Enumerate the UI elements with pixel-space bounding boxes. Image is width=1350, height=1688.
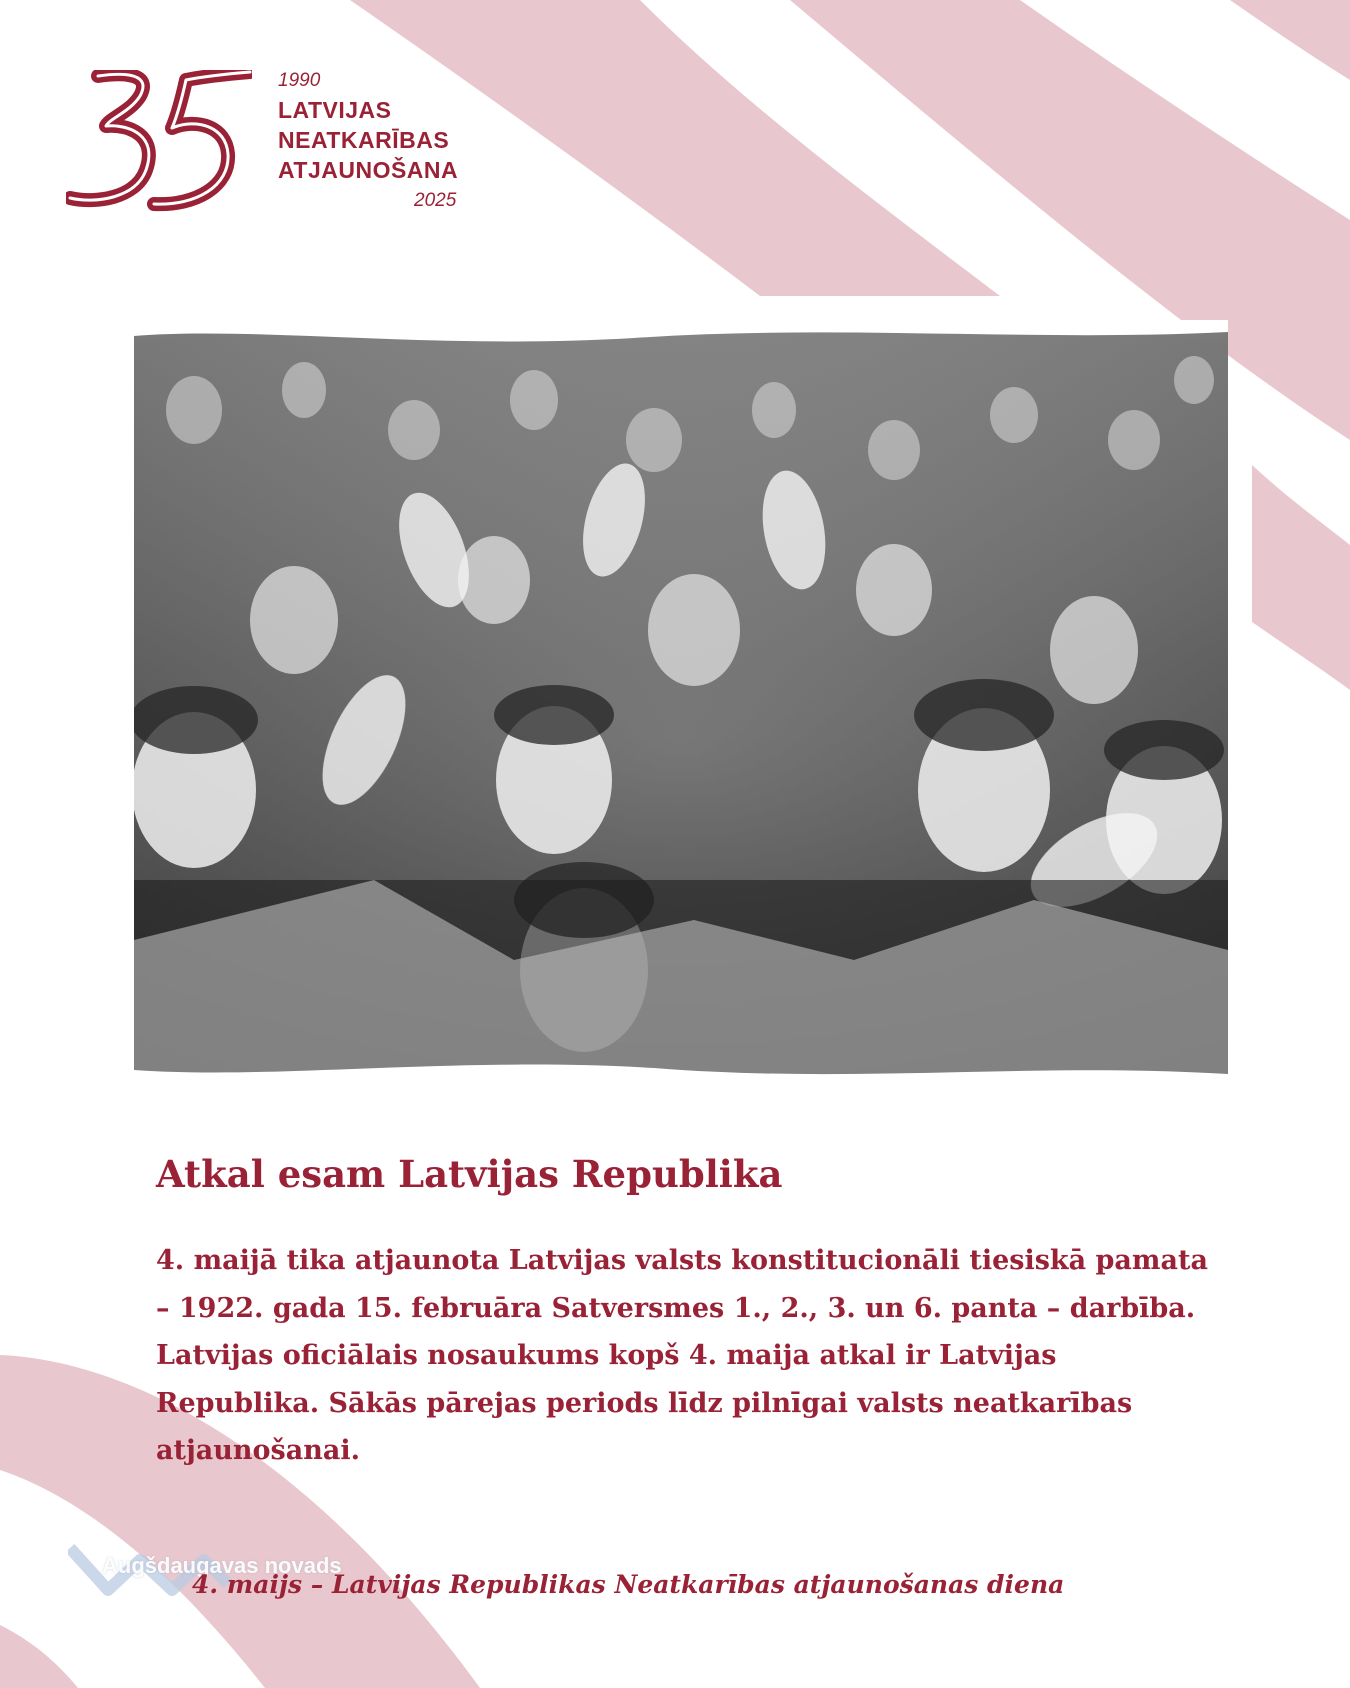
stripe-right-edge [1252, 465, 1350, 690]
municipality-name: Augšdaugavas novads [102, 1553, 342, 1578]
logo-line-atjaunosana: ATJAUNOŠANA [278, 157, 459, 183]
headline: Atkal esam Latvijas Republika [156, 1152, 783, 1196]
stripe-top-right [1230, 0, 1350, 80]
crowd-photo [134, 320, 1228, 1090]
crowd-photo-image [134, 320, 1228, 1090]
stripe-bottom-lower [0, 1625, 78, 1688]
logo-year-start: 1990 [278, 70, 321, 91]
logo-year-end: 2025 [414, 190, 457, 211]
logo-line-neatkaribas: NEATKARĪBAS [278, 127, 450, 153]
anniversary-logo [66, 66, 486, 216]
number-35-ribbon-icon [66, 70, 252, 212]
logo-line-latvijas: LATVIJAS [278, 97, 392, 123]
body-paragraph: 4. maijā tika atjaunota Latvijas valsts konstitucionāli tiesiskā pamata – 1922. gada 15. februāra Satversmes 1., 2., 3. un 6. panta – darbība. Latvijas oficiālais nosaukums kopš 4. maija atkal ir Latvijas Republika. Sākās pārejas periods līdz pilnīgai valsts neatkarības atjaunošanai. [156, 1245, 1208, 1466]
footer-caption: 4. maijs – Latvijas Republikas Neatkarības atjaunošanas diena [192, 1570, 1065, 1599]
